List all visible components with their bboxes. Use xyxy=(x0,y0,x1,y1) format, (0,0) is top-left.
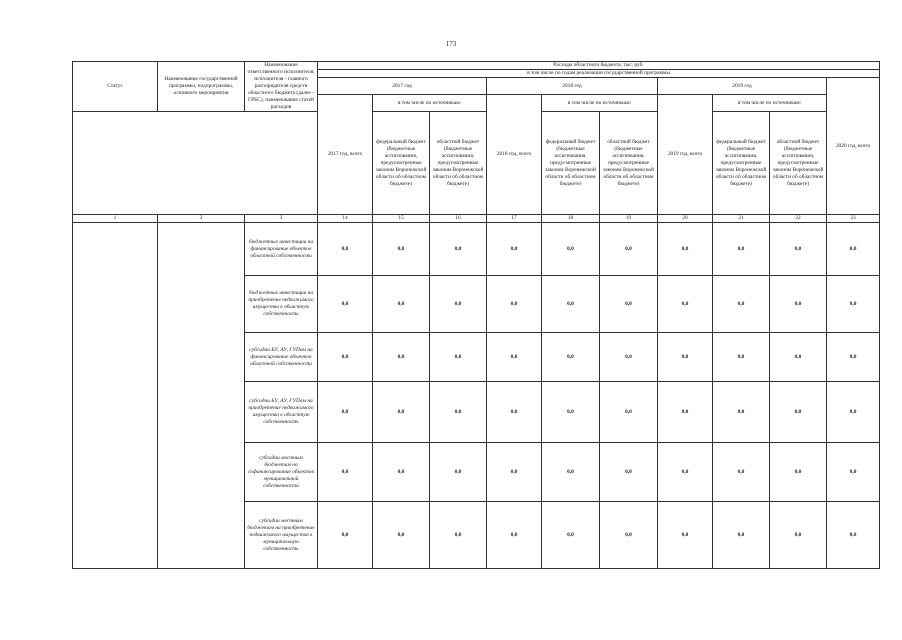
year-2018-header: 2018 год xyxy=(487,78,658,95)
value-cell: 0,0 xyxy=(658,502,713,569)
expenses-header: Расходы областного бюджета, тыс. руб. xyxy=(318,62,880,70)
value-cell: 0,0 xyxy=(658,382,713,443)
value-cell: 0,0 xyxy=(658,333,713,382)
value-cell: 0,0 xyxy=(770,382,827,443)
value-cell: 0,0 xyxy=(713,333,770,382)
value-cell: 0,0 xyxy=(713,382,770,443)
year-2020-total-header: 2020 год, всего xyxy=(827,78,880,215)
value-cell: 0,0 xyxy=(600,276,658,333)
value-cell: 0,0 xyxy=(658,276,713,333)
expense-category-label: субсидии местным бюджетам на приобретение недвижимого имущества в муниципальную собственность xyxy=(245,502,318,569)
column-number: 15 xyxy=(373,215,430,223)
value-cell: 0,0 xyxy=(318,223,373,276)
value-cell: 0,0 xyxy=(430,502,487,569)
value-cell: 0,0 xyxy=(827,223,880,276)
regional-2019-header: областной бюджет (бюджетные ассигнования, предусмотренные законом Воронежской области об областном бюджете) xyxy=(770,112,827,215)
value-cell: 0,0 xyxy=(600,382,658,443)
value-cell: 0,0 xyxy=(600,502,658,569)
value-cell: 0,0 xyxy=(713,502,770,569)
value-cell: 0,0 xyxy=(827,502,880,569)
year-2019-header: 2019 год xyxy=(658,78,827,95)
expense-category-label: субсидии БУ, АУ, ГУПам на финансирование объектов областной собственности xyxy=(245,333,318,382)
column-number: 19 xyxy=(600,215,658,223)
column-number: 20 xyxy=(658,215,713,223)
sources-2019-header: в том числе по источникам: xyxy=(713,95,827,112)
column-number: 16 xyxy=(430,215,487,223)
status-header: Статус xyxy=(73,62,158,112)
value-cell: 0,0 xyxy=(430,333,487,382)
value-cell: 0,0 xyxy=(713,223,770,276)
column-number: 18 xyxy=(542,215,600,223)
column-number: 3 xyxy=(245,215,318,223)
sources-2018-header: в том числе по источникам: xyxy=(542,95,658,112)
column-number: 22 xyxy=(770,215,827,223)
value-cell: 0,0 xyxy=(373,223,430,276)
value-cell: 0,0 xyxy=(318,333,373,382)
value-cell: 0,0 xyxy=(487,382,542,443)
value-cell: 0,0 xyxy=(487,333,542,382)
header-blank xyxy=(73,112,318,215)
federal-2018-header: федеральный бюджет (бюджетные ассигнования, предусмотренные законом Воронежской области об областном бюджете) xyxy=(542,112,600,215)
expense-category-label: бюджетные инвестиции на приобретение недвижимого имущества в областную собственность xyxy=(245,276,318,333)
budget-table xyxy=(72,61,880,569)
column-number: 17 xyxy=(487,215,542,223)
year-2017-total-header: 2017 год, всего xyxy=(318,95,373,215)
value-cell: 0,0 xyxy=(430,276,487,333)
value-cell: 0,0 xyxy=(487,223,542,276)
value-cell: 0,0 xyxy=(542,443,600,502)
column-number: 21 xyxy=(713,215,770,223)
value-cell: 0,0 xyxy=(600,443,658,502)
responsible-header: Наименование ответственного исполнителя, исполнителя - главного распорядителя средств областного бюджета (далее - ГРБС), наименование статей расходов xyxy=(245,62,318,112)
value-cell: 0,0 xyxy=(487,276,542,333)
value-cell: 0,0 xyxy=(770,223,827,276)
by-years-header: в том числе по годам реализации государственной программы xyxy=(318,70,880,78)
column-number: 14 xyxy=(318,215,373,223)
expense-category-label: бюджетные инвестиции на финансирование объектов областной собственности xyxy=(245,223,318,276)
value-cell: 0,0 xyxy=(430,223,487,276)
column-number: 2 xyxy=(158,215,245,223)
program-name-cell xyxy=(158,223,245,569)
year-2018-total-header: 2018 год, всего xyxy=(487,95,542,215)
header-row-detail xyxy=(73,112,880,215)
table-row xyxy=(73,223,880,276)
value-cell: 0,0 xyxy=(318,502,373,569)
value-cell: 0,0 xyxy=(318,382,373,443)
sources-2017-header: в том числе по источникам: xyxy=(373,95,487,112)
value-cell: 0,0 xyxy=(770,443,827,502)
value-cell: 0,0 xyxy=(770,333,827,382)
value-cell: 0,0 xyxy=(658,223,713,276)
value-cell: 0,0 xyxy=(827,333,880,382)
value-cell: 0,0 xyxy=(430,382,487,443)
value-cell: 0,0 xyxy=(430,443,487,502)
year-2017-header: 2017 год xyxy=(318,78,487,95)
value-cell: 0,0 xyxy=(318,276,373,333)
value-cell: 0,0 xyxy=(487,443,542,502)
value-cell: 0,0 xyxy=(542,333,600,382)
expense-category-label: субсидии местным бюджетам на софинансирование объектов муниципальной собственности xyxy=(245,443,318,502)
value-cell: 0,0 xyxy=(827,382,880,443)
year-2019-total-header: 2019 год, всего xyxy=(658,95,713,215)
column-numbers-row xyxy=(73,215,880,223)
federal-2017-header: федеральный бюджет (бюджетные ассигнования, предусмотренные законом Воронежской области об областном бюджете) xyxy=(373,112,430,215)
header-row-top xyxy=(73,62,880,70)
value-cell: 0,0 xyxy=(318,443,373,502)
federal-2019-header: федеральный бюджет (бюджетные ассигнования, предусмотренные законом Воронежской области об областном бюджете) xyxy=(713,112,770,215)
value-cell: 0,0 xyxy=(373,502,430,569)
value-cell: 0,0 xyxy=(713,443,770,502)
value-cell: 0,0 xyxy=(600,223,658,276)
value-cell: 0,0 xyxy=(770,502,827,569)
value-cell: 0,0 xyxy=(713,276,770,333)
value-cell: 0,0 xyxy=(658,443,713,502)
value-cell: 0,0 xyxy=(542,502,600,569)
value-cell: 0,0 xyxy=(600,333,658,382)
value-cell: 0,0 xyxy=(487,502,542,569)
regional-2017-header: областной бюджет (бюджетные ассигнования, предусмотренные законом Воронежской области об областном бюджете) xyxy=(430,112,487,215)
value-cell: 0,0 xyxy=(373,276,430,333)
value-cell: 0,0 xyxy=(373,382,430,443)
value-cell: 0,0 xyxy=(542,223,600,276)
value-cell: 0,0 xyxy=(770,276,827,333)
value-cell: 0,0 xyxy=(827,276,880,333)
value-cell: 0,0 xyxy=(827,443,880,502)
status-cell xyxy=(73,223,158,569)
value-cell: 0,0 xyxy=(373,443,430,502)
value-cell: 0,0 xyxy=(542,276,600,333)
regional-2018-header: областной бюджет (бюджетные ассигнования, предусмотренные законом Воронежской области об областном бюджете) xyxy=(600,112,658,215)
program-name-header: Наименование государственной программы, подпрограммы, основного мероприятия xyxy=(158,62,245,112)
page-number: 173 xyxy=(445,40,457,48)
expense-category-label: субсидии БУ, АУ, ГУПам на приобретение недвижимого имущества в областную собственность xyxy=(245,382,318,443)
column-number: 23 xyxy=(827,215,880,223)
column-number: 1 xyxy=(73,215,158,223)
value-cell: 0,0 xyxy=(542,382,600,443)
value-cell: 0,0 xyxy=(373,333,430,382)
